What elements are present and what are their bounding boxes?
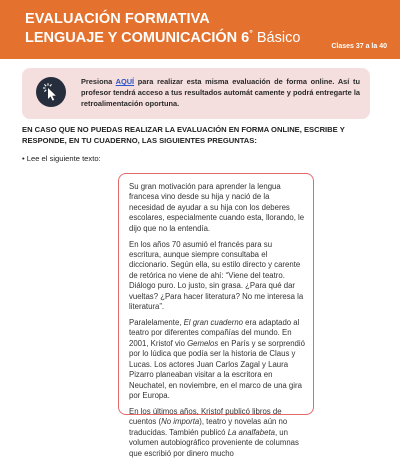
text-span: era adaptado al teatro por diferentes compañías del mundo. En 2001, Kristof vio — [129, 318, 300, 348]
instructions: EN CASO QUE NO PUEDAS REALIZAR LA EVALUACIÓN EN FORMA ONLINE, ESCRIBE Y RESPONDE, EN TU CUADERNO, LAS SIGUIENTES PREGUNTAS: — [22, 125, 345, 145]
page-header — [0, 0, 400, 59]
banner-text-before: Presiona — [81, 77, 116, 86]
text-span: ), teatro y novelas aún no traducidas. También publicó — [129, 417, 288, 437]
book-title: Gemelos — [187, 338, 219, 348]
banner-message — [81, 77, 360, 109]
book-title: No importa — [161, 417, 200, 427]
header-classes: Clases 37 a la 40 — [331, 43, 387, 50]
pointer-click-icon — [36, 77, 66, 107]
text-span: , un volumen autobiográfico proveniente de columnas que escribió por dinero mucho — [129, 427, 299, 458]
text-span: Paralelamente, — [129, 318, 184, 328]
reading-paragraph — [129, 318, 306, 401]
book-title: La analfabeta — [227, 427, 275, 437]
text-span: En los últimos años, Kristof publicó libros de cuentos ( — [129, 406, 282, 427]
reading-instruction: • Lee el siguiente texto: — [22, 154, 101, 163]
book-title: El gran cuaderno — [183, 318, 243, 328]
text-span: en París y se sorprendió por lo lúdica que podía ser la historia de Claus y Lucas. Los actores Juan Carlos Zagal y Laura Pizarro planeaban visitar a la escritora en Neuchatel, en noviembre, en el marco de una gira por Europa. — [129, 338, 305, 400]
online-evaluation-link[interactable]: AQUÍ — [115, 77, 135, 86]
reading-paragraph — [129, 407, 306, 459]
reading-paragraph: En los años 70 asumió el francés para su escritura, aunque siempre consultaba el diccionario. Según ella, su estilo directo y carente de retórica no viene de ahí: “Viene del teatro. Diálogo puro. Lo justo, sin grasa. ¿Para qué dar vueltas? ¿Para hacer literatura? No me interesa la literatura”. — [129, 239, 304, 312]
banner-text-after: para realizar esta misma evaluación de forma online. Así tu profesor tendrá acceso a tus resultados automát camente y podrá entregarte la retroalimentación oportuna. — [81, 77, 360, 108]
header-subject-main: LENGUAJE Y COMUNICACIÓN 6 — [25, 30, 250, 46]
header-subject-level: Básico — [252, 30, 301, 46]
header-subject-sup: ° — [249, 28, 253, 39]
reading-paragraph: Su gran motivación para aprender la lengua francesa vino desde su hija y nació de la necesidad de ayudar a su hija con los deberes escolares, especialmente cuando esta, llorando, le dijo que no la entendía. — [129, 182, 305, 233]
header-title: EVALUACIÓN FORMATIVA — [25, 11, 210, 27]
reading-text-box — [118, 173, 314, 458]
header-subject — [25, 30, 300, 46]
online-evaluation-banner — [22, 68, 370, 119]
reading-text — [129, 182, 306, 465]
